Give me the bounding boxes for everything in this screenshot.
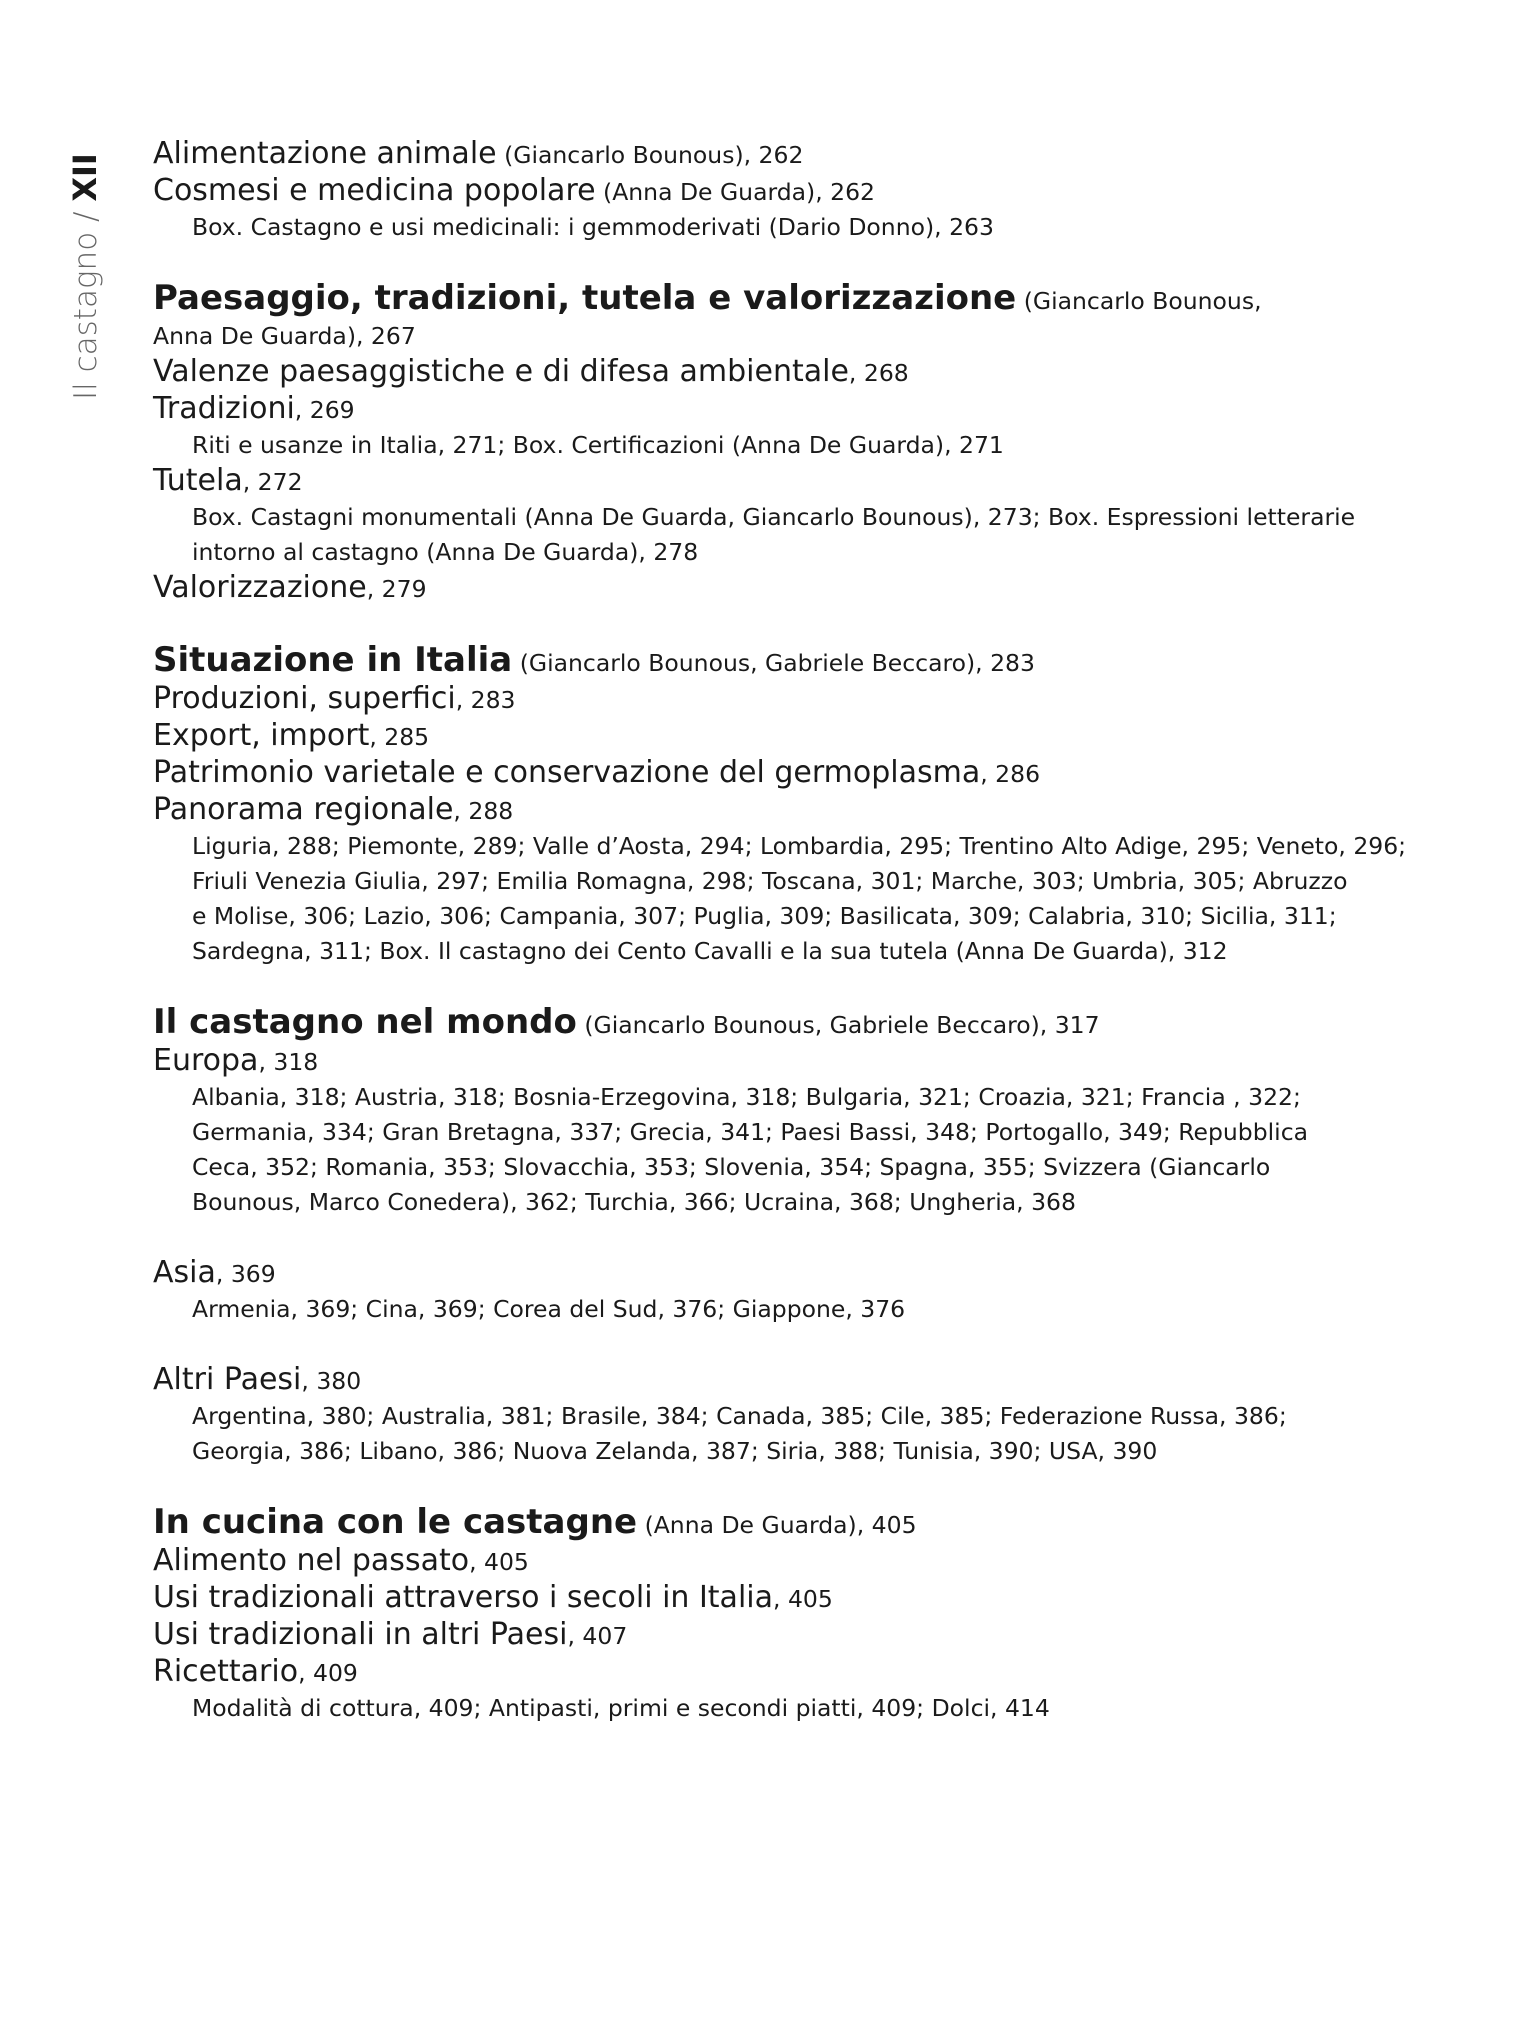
entry-title: Asia — [153, 1255, 216, 1290]
entry-title: Altri Paesi — [153, 1362, 302, 1397]
spacer — [153, 607, 1403, 642]
entry-author-page: , 318 — [258, 1048, 319, 1076]
entry-author-page: , 279 — [366, 575, 427, 603]
subsection-entry — [153, 500, 1403, 535]
section-entry — [153, 1543, 1403, 1580]
chapter-heading — [153, 280, 1403, 319]
entry-author-page: , 286 — [980, 760, 1041, 788]
entry-author-page: , 407 — [567, 1622, 628, 1650]
subsection-entry — [153, 1150, 1403, 1185]
entry-title: Modalità di cottura, 409; Antipasti, primi e secondi piatti, 409; Dolci, 414 — [192, 1694, 1050, 1722]
entry-title: Usi tradizionali attraverso i secoli in Italia — [153, 1580, 773, 1615]
entry-title: Patrimonio varietale e conservazione del germoplasma — [153, 755, 981, 790]
section-entry — [153, 570, 1403, 607]
entry-title: Liguria, 288; Piemonte, 289; Valle d’Aosta, 294; Lombardia, 295; Trentino Alto Adige, 295; Veneto, 296; — [192, 832, 1407, 860]
entry-title: Argentina, 380; Australia, 381; Brasile, 384; Canada, 385; Cile, 385; Federazione Russa, 386; — [192, 1402, 1287, 1430]
entry-title: In cucina con le castagne — [153, 1502, 638, 1542]
entry-title: Cosmesi e medicina popolare — [153, 173, 596, 208]
subsection-entry — [153, 428, 1403, 463]
subsection-entry — [153, 1185, 1403, 1220]
subsection-entry — [153, 1691, 1403, 1726]
subsection-entry — [153, 829, 1407, 864]
entry-title: Georgia, 386; Libano, 386; Nuova Zelanda, 387; Siria, 388; Tunisia, 390; USA, 390 — [192, 1437, 1158, 1465]
entry-author-page: (Anna De Guarda), 405 — [637, 1511, 917, 1539]
entry-title: Sardegna, 311; Box. Il castagno dei Cento Cavalli e la sua tutela (Anna De Guarda), 312 — [192, 937, 1228, 965]
entry-title: Paesaggio, tradizioni, tutela e valorizzazione — [153, 278, 1017, 318]
entry-title: Friuli Venezia Giulia, 297; Emilia Romagna, 298; Toscana, 301; Marche, 303; Umbria, 305; Abruzzo — [192, 867, 1348, 895]
subsection-entry — [153, 899, 1403, 934]
section-entry — [153, 681, 1403, 718]
entry-title: Armenia, 369; Cina, 369; Corea del Sud, 376; Giappone, 376 — [192, 1295, 906, 1323]
section-entry — [153, 1617, 1403, 1654]
entry-author-page: (Giancarlo Bounous, — [1016, 287, 1262, 315]
entry-title: Produzioni, superfici — [153, 681, 456, 716]
section-entry — [153, 1362, 1403, 1399]
entry-author-page: , 288 — [453, 797, 514, 825]
chapter-heading — [153, 642, 1403, 681]
entry-title: Alimento nel passato — [153, 1543, 470, 1578]
entry-title: Tradizioni — [153, 391, 295, 426]
subsection-entry — [153, 934, 1403, 969]
table-of-contents — [153, 136, 1407, 1726]
section-entry — [153, 755, 1403, 792]
spacer — [153, 1469, 1403, 1504]
entry-title: Europa — [153, 1043, 259, 1078]
subsection-entry — [153, 1080, 1403, 1115]
entry-author-page: , 269 — [294, 396, 355, 424]
subsection-entry — [153, 864, 1403, 899]
section-entry — [153, 1580, 1403, 1617]
entry-title: e Molise, 306; Lazio, 306; Campania, 307; Puglia, 309; Basilicata, 309; Calabria, 310; Sicilia, 311; — [192, 902, 1337, 930]
entry-author-page: (Giancarlo Bounous, Gabriele Beccaro), 317 — [576, 1011, 1100, 1039]
chapter-heading — [153, 1004, 1403, 1043]
subsection-entry — [153, 210, 1403, 245]
section-entry — [153, 718, 1403, 755]
running-header-title: Il castagno / — [68, 211, 104, 400]
section-entry — [153, 354, 1403, 391]
entry-author-page: , 285 — [369, 723, 430, 751]
entry-author-page: , 405 — [469, 1548, 529, 1576]
section-entry — [153, 1654, 1403, 1691]
entry-author-page: , 283 — [455, 686, 516, 714]
entry-author-page: , 380 — [301, 1367, 362, 1395]
section-entry — [153, 391, 1403, 428]
subsection-entry — [153, 1115, 1403, 1150]
entry-title: Valenze paesaggistiche e di difesa ambientale — [153, 354, 849, 389]
entry-title: Usi tradizionali in altri Paesi — [153, 1617, 568, 1652]
spacer — [153, 969, 1403, 1004]
section-entry — [153, 1043, 1403, 1080]
entry-title: Germania, 334; Gran Bretagna, 337; Grecia, 341; Paesi Bassi, 348; Portogallo, 349; Repubblica — [192, 1118, 1309, 1146]
subsection-entry — [153, 1292, 1403, 1327]
entry-title: Ricettario — [153, 1654, 299, 1689]
entry-title: Anna De Guarda), 267 — [153, 322, 416, 350]
heading-continuation — [153, 319, 1403, 354]
spacer — [153, 1220, 1403, 1255]
entry-author-page: (Anna De Guarda), 262 — [595, 178, 876, 206]
entry-title: Albania, 318; Austria, 318; Bosnia-Erzegovina, 318; Bulgaria, 321; Croazia, 321; Francia , 322; — [192, 1083, 1301, 1111]
entry-title: Panorama regionale — [153, 792, 454, 827]
running-header — [63, 140, 108, 400]
entry-title: Box. Castagno e usi medicinali: i gemmoderivati (Dario Donno), 263 — [192, 213, 994, 241]
entry-title: Il castagno nel mondo — [153, 1002, 577, 1042]
subsection-entry — [153, 535, 1403, 570]
entry-author-page: , 405 — [773, 1585, 833, 1613]
spacer — [153, 1327, 1403, 1362]
entry-author-page: , 268 — [848, 359, 909, 387]
entry-author-page: (Giancarlo Bounous), 262 — [496, 141, 804, 169]
subsection-entry — [153, 1399, 1403, 1434]
section-entry — [153, 136, 1403, 173]
section-entry — [153, 792, 1403, 829]
entry-title: Box. Castagni monumentali (Anna De Guarda, Giancarlo Bounous), 273; Box. Espressioni letterarie — [192, 503, 1356, 531]
section-entry — [153, 173, 1403, 210]
entry-title: Riti e usanze in Italia, 271; Box. Certificazioni (Anna De Guarda), 271 — [192, 431, 1004, 459]
entry-author-page: , 272 — [242, 468, 303, 496]
subsection-entry — [153, 1434, 1403, 1469]
entry-author-page: (Giancarlo Bounous, Gabriele Beccaro), 283 — [512, 649, 1035, 677]
entry-title: intorno al castagno (Anna De Guarda), 278 — [192, 538, 699, 566]
spacer — [153, 245, 1403, 280]
entry-title: Bounous, Marco Conedera), 362; Turchia, 366; Ucraina, 368; Ungheria, 368 — [192, 1188, 1076, 1216]
entry-author-page: , 409 — [298, 1659, 358, 1687]
entry-title: Export, import — [153, 718, 370, 753]
entry-author-page: , 369 — [215, 1260, 276, 1288]
entry-title: Situazione in Italia — [153, 640, 513, 680]
section-entry — [153, 463, 1403, 500]
running-header-text — [63, 140, 108, 400]
entry-title: Alimentazione animale — [153, 136, 497, 171]
entry-title: Ceca, 352; Romania, 353; Slovacchia, 353; Slovenia, 354; Spagna, 355; Svizzera (Giancarlo — [192, 1153, 1271, 1181]
page-folio: XII — [66, 153, 104, 202]
entry-title: Valorizzazione — [153, 570, 367, 605]
chapter-heading — [153, 1504, 1403, 1543]
section-entry — [153, 1255, 1403, 1292]
entry-title: Tutela — [153, 463, 243, 498]
